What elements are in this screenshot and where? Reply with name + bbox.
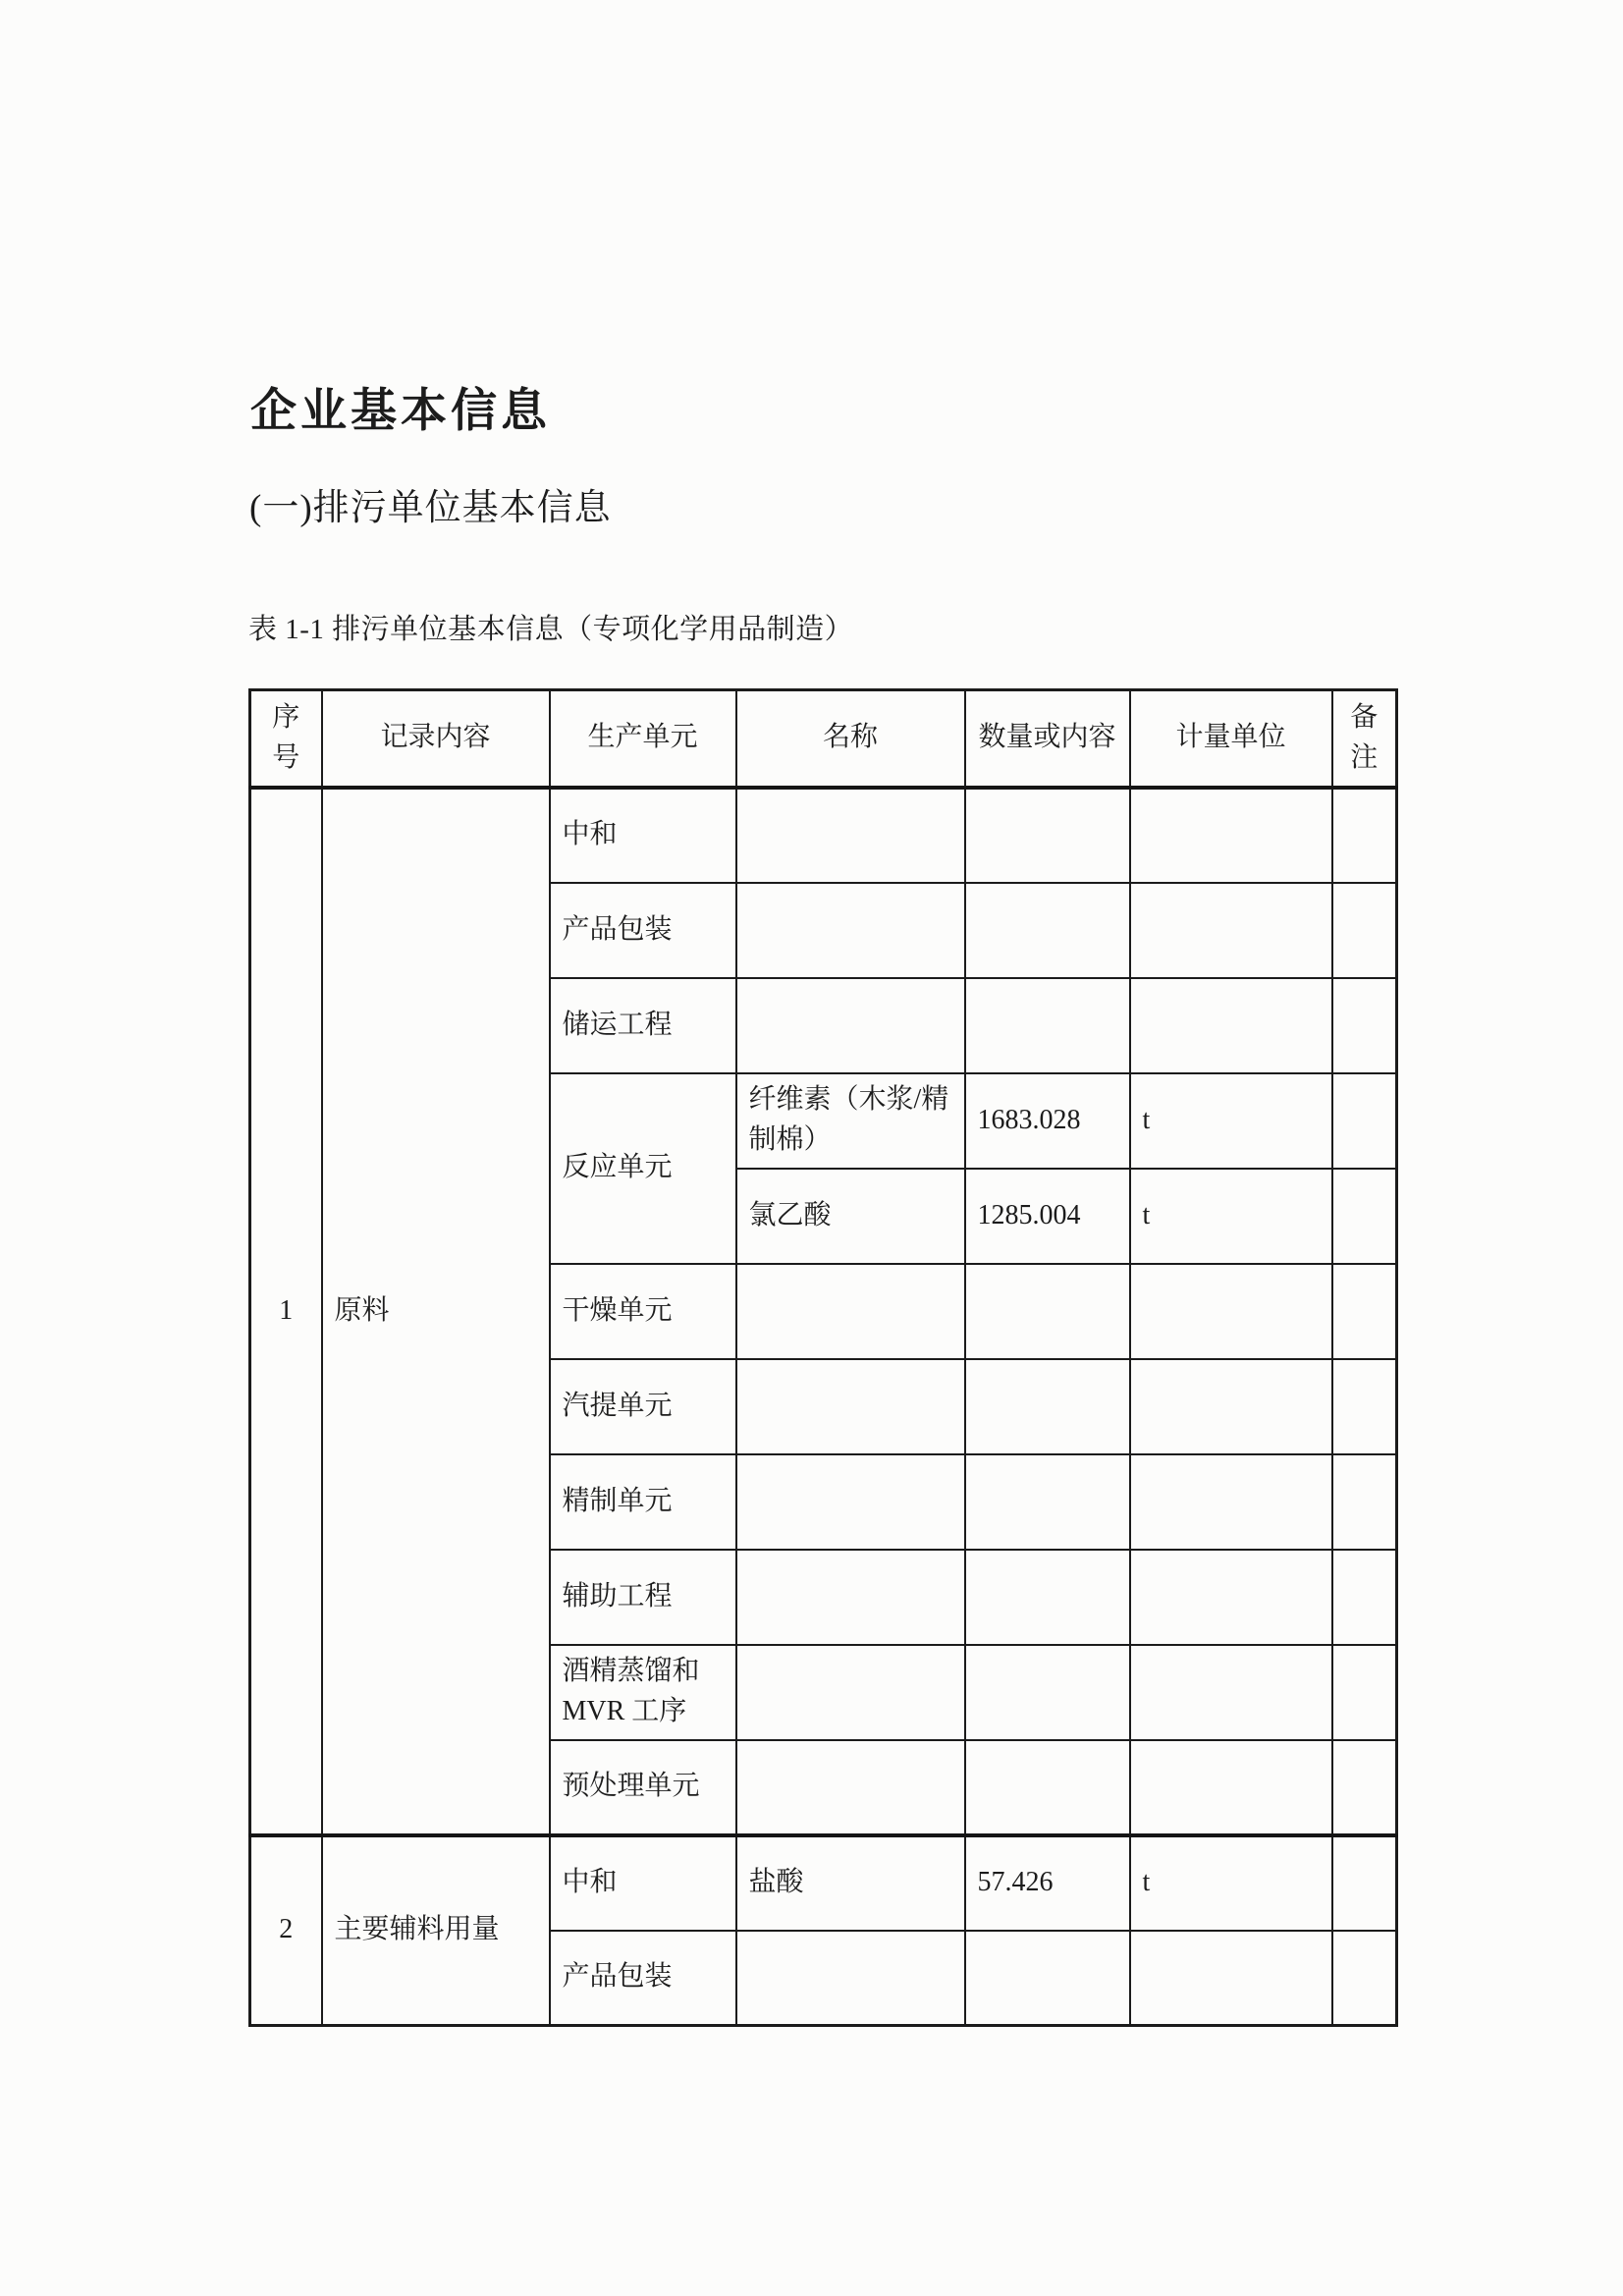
cell-production-unit: 干燥单元 [550, 1264, 736, 1359]
header-measure-unit: 计量单位 [1130, 690, 1332, 788]
header-row [250, 690, 1397, 788]
cell-measure-unit [1130, 1264, 1332, 1359]
cell-quantity [965, 1550, 1130, 1645]
cell-quantity [965, 1740, 1130, 1835]
cell-production-unit: 辅助工程 [550, 1550, 736, 1645]
cell-name: 纤维素（木浆/精制棉） [736, 1073, 965, 1169]
cell-note [1332, 1359, 1397, 1454]
cell-note [1332, 978, 1397, 1073]
cell-name [736, 1740, 965, 1835]
cell-measure-unit [1130, 883, 1332, 978]
table-caption: 表 1-1 排污单位基本信息（专项化学用品制造） [248, 614, 854, 645]
cell-quantity: 1285.004 [965, 1169, 1130, 1264]
cell-production-unit: 产品包装 [550, 1931, 736, 2026]
cell-quantity [965, 1264, 1130, 1359]
table-row [250, 788, 1397, 883]
cell-production-unit: 反应单元 [550, 1073, 736, 1264]
cell-record-content: 原料 [322, 788, 550, 1835]
cell-note [1332, 1740, 1397, 1835]
cell-quantity [965, 1454, 1130, 1550]
header-note: 备注 [1332, 690, 1397, 788]
cell-measure-unit: t [1130, 1073, 1332, 1169]
cell-production-unit: 储运工程 [550, 978, 736, 1073]
cell-name [736, 883, 965, 978]
header-record-content: 记录内容 [322, 690, 550, 788]
cell-quantity [965, 1645, 1130, 1740]
cell-name [736, 1931, 965, 2026]
cell-measure-unit [1130, 1359, 1332, 1454]
page-title: 企业基本信息 [250, 386, 551, 437]
cell-name [736, 1359, 965, 1454]
cell-name: 盐酸 [736, 1835, 965, 1931]
cell-name: 氯乙酸 [736, 1169, 965, 1264]
section-heading: (一)排污单位基本信息 [249, 488, 612, 528]
cell-note [1332, 1645, 1397, 1740]
cell-name [736, 1264, 965, 1359]
cell-production-unit: 精制单元 [550, 1454, 736, 1550]
cell-name [736, 1454, 965, 1550]
cell-quantity [965, 883, 1130, 978]
cell-production-unit: 中和 [550, 1835, 736, 1931]
cell-measure-unit [1130, 978, 1332, 1073]
cell-measure-unit [1130, 1550, 1332, 1645]
cell-quantity: 1683.028 [965, 1073, 1130, 1169]
cell-note [1332, 883, 1397, 978]
basic-info-table [248, 688, 1398, 2027]
cell-name [736, 1550, 965, 1645]
cell-quantity [965, 1359, 1130, 1454]
cell-measure-unit: t [1130, 1835, 1332, 1931]
cell-note [1332, 1454, 1397, 1550]
cell-production-unit: 汽提单元 [550, 1359, 736, 1454]
cell-note [1332, 1550, 1397, 1645]
header-quantity: 数量或内容 [965, 690, 1130, 788]
cell-note [1332, 1169, 1397, 1264]
cell-seq-no: 2 [250, 1835, 322, 2026]
cell-note [1332, 1073, 1397, 1169]
cell-measure-unit [1130, 788, 1332, 883]
cell-quantity [965, 978, 1130, 1073]
cell-measure-unit [1130, 1454, 1332, 1550]
table-row [250, 1835, 1397, 1931]
cell-measure-unit: t [1130, 1169, 1332, 1264]
cell-name [736, 978, 965, 1073]
cell-note [1332, 1264, 1397, 1359]
cell-name [736, 788, 965, 883]
cell-record-content: 主要辅料用量 [322, 1835, 550, 2026]
cell-seq-no: 1 [250, 788, 322, 1835]
header-seq-no: 序号 [250, 690, 322, 788]
cell-note [1332, 1931, 1397, 2026]
cell-production-unit: 预处理单元 [550, 1740, 736, 1835]
cell-quantity: 57.426 [965, 1835, 1130, 1931]
header-production-unit: 生产单元 [550, 690, 736, 788]
cell-note [1332, 788, 1397, 883]
cell-measure-unit [1130, 1645, 1332, 1740]
cell-note [1332, 1835, 1397, 1931]
cell-production-unit: 酒精蒸馏和MVR 工序 [550, 1645, 736, 1740]
cell-quantity [965, 788, 1130, 883]
cell-measure-unit [1130, 1740, 1332, 1835]
cell-production-unit: 中和 [550, 788, 736, 883]
cell-name [736, 1645, 965, 1740]
cell-measure-unit [1130, 1931, 1332, 2026]
header-name: 名称 [736, 690, 965, 788]
cell-production-unit: 产品包装 [550, 883, 736, 978]
cell-quantity [965, 1931, 1130, 2026]
